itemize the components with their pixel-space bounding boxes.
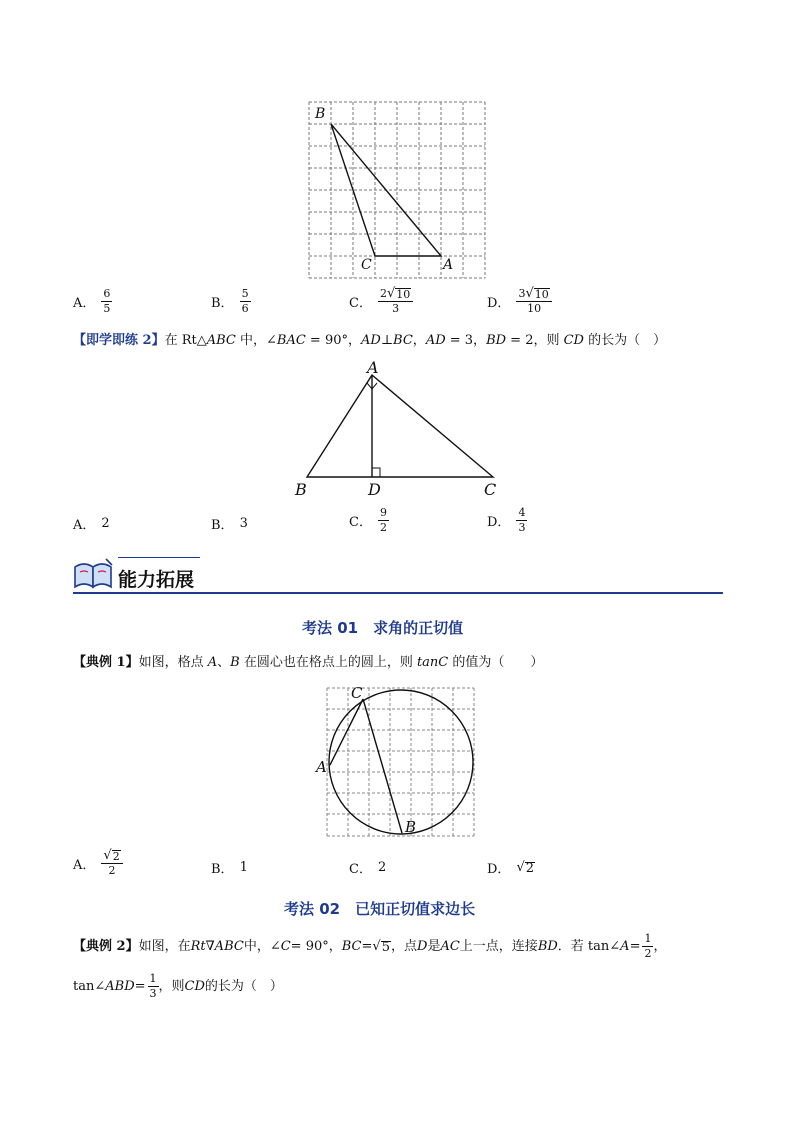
- text: 如图，格点: [138, 655, 208, 670]
- label-a: A: [367, 358, 379, 377]
- q2-option-b[interactable]: [211, 514, 248, 533]
- radicand: 2: [112, 850, 120, 863]
- text: ，: [653, 938, 667, 954]
- circle: [329, 690, 473, 834]
- label-b: B: [295, 480, 307, 499]
- var: A: [620, 938, 630, 954]
- numerator: 6: [103, 287, 111, 300]
- denominator: 10: [527, 302, 542, 315]
- practice-2-question: [73, 333, 666, 349]
- example-2-question-line-2: [73, 973, 283, 1000]
- label-b: B: [405, 818, 417, 836]
- text: 如图，在: [138, 938, 191, 954]
- label-a: A: [443, 257, 454, 273]
- text: ．若 tan∠: [557, 938, 621, 954]
- text: =: [361, 938, 373, 954]
- text: 的长为（ ）: [204, 978, 283, 994]
- coefficient: 3: [518, 287, 526, 300]
- text: 在 Rt△: [164, 333, 207, 348]
- option-value: 2: [377, 860, 387, 875]
- radicand: 10: [396, 288, 411, 301]
- text: ，: [412, 333, 426, 348]
- numerator: 4: [518, 506, 526, 519]
- text: = 90°，: [290, 938, 342, 954]
- label-c: C: [361, 257, 372, 273]
- var: D: [417, 938, 428, 954]
- q2-option-c[interactable]: [349, 507, 389, 534]
- example-tag: 【典例 1】: [73, 655, 139, 670]
- q2-option-d[interactable]: [487, 507, 527, 534]
- q3-option-d[interactable]: [487, 858, 535, 877]
- text: = 3，: [445, 333, 487, 348]
- var: A: [207, 655, 218, 670]
- denominator: 5: [103, 302, 111, 315]
- var: ABC: [206, 333, 236, 348]
- text: 在圆心也在格点上的圆上，则: [239, 655, 417, 670]
- var: BC: [341, 938, 362, 954]
- option-letter: B．: [211, 862, 234, 877]
- var: B: [230, 655, 240, 670]
- section-title: 能力拓展: [118, 569, 195, 591]
- fraction: [101, 850, 122, 877]
- denominator: 3: [149, 987, 157, 1000]
- fraction: [516, 288, 551, 315]
- fraction: [101, 288, 112, 315]
- denominator: 2: [644, 947, 652, 960]
- option-letter: A．: [73, 296, 96, 311]
- option-value: 1: [239, 860, 248, 875]
- section-divider: [73, 592, 723, 594]
- var: ABD: [105, 978, 135, 994]
- sqrt: √ 5: [372, 938, 390, 955]
- label-b: B: [315, 106, 326, 122]
- fraction: [148, 973, 159, 1000]
- var: AD: [425, 333, 446, 348]
- denominator: 3: [518, 521, 526, 534]
- text: 上一点，连接: [459, 938, 538, 954]
- radicand: 10: [534, 288, 549, 301]
- perp-symbol: ⊥: [380, 333, 394, 348]
- q1-option-b[interactable]: [211, 288, 251, 315]
- numerator: [101, 850, 122, 864]
- text: 的值为（ ）: [448, 655, 544, 670]
- denominator: 6: [241, 302, 249, 315]
- right-angle-mark-d: [372, 468, 380, 477]
- numerator: 5: [241, 287, 249, 300]
- text: =: [629, 938, 641, 954]
- numerator: [378, 288, 413, 302]
- text: 中，∠: [235, 333, 277, 348]
- text: ，点: [390, 938, 417, 954]
- numerator: 1: [149, 972, 157, 985]
- text: = 90°，: [305, 333, 361, 348]
- radicand: 5: [381, 939, 390, 955]
- option-value: 3: [239, 516, 248, 531]
- var: BD: [537, 938, 558, 954]
- option-letter: B．: [211, 518, 234, 533]
- method-2-title: 考法 02 已知正切值求边长: [284, 900, 476, 918]
- text: =: [134, 978, 146, 994]
- var: AC: [440, 938, 460, 954]
- sqrt: √ 10: [525, 286, 549, 301]
- q1-option-c[interactable]: [349, 288, 413, 315]
- text: tan∠: [73, 978, 106, 994]
- option-letter: B．: [211, 296, 234, 311]
- text: 是: [427, 938, 441, 954]
- var: BC: [393, 333, 413, 348]
- text: 、: [217, 655, 231, 670]
- numerator: 1: [644, 932, 652, 945]
- fraction: [516, 507, 527, 534]
- option-value: 2: [101, 516, 110, 531]
- text: 中，∠: [243, 938, 281, 954]
- numerator: 9: [379, 506, 387, 519]
- var: CD: [563, 333, 584, 348]
- text: = 2，则: [506, 333, 564, 348]
- q1-option-a[interactable]: [73, 288, 112, 315]
- method-1-title: 考法 01 求角的正切值: [302, 619, 464, 637]
- var: C: [280, 938, 291, 954]
- example-tag: 【典例 2】: [73, 938, 139, 954]
- var: BAC: [276, 333, 306, 348]
- fraction: [378, 507, 389, 534]
- fraction: [240, 288, 251, 315]
- denominator: 2: [108, 864, 116, 877]
- var: BD: [486, 333, 507, 348]
- option-letter: C．: [349, 862, 372, 877]
- section-title-underline: [118, 557, 200, 558]
- var: tanC: [416, 655, 449, 670]
- text: 的长为（ ）: [583, 333, 667, 348]
- var: Rt∇ABC: [190, 938, 244, 954]
- option-letter: D．: [487, 296, 511, 311]
- option-letter: A．: [73, 518, 96, 533]
- example-1-question: [73, 655, 543, 671]
- option-letter: D．: [487, 862, 511, 877]
- label-d: D: [368, 480, 381, 499]
- q2-option-a[interactable]: [73, 514, 110, 533]
- q3-option-b[interactable]: [211, 858, 248, 877]
- right-triangle-altitude-figure: [300, 365, 500, 480]
- var: CD: [184, 978, 205, 994]
- label-c: C: [484, 480, 497, 499]
- triangle-abc: [307, 375, 493, 477]
- label-c: C: [351, 684, 363, 702]
- label-a: A: [316, 758, 327, 776]
- q3-option-c[interactable]: [349, 858, 386, 877]
- numerator: [516, 288, 551, 302]
- var: AD: [361, 333, 381, 348]
- practice-tag: 【即学即练 2】: [73, 333, 165, 348]
- grid-triangle-figure: [300, 98, 490, 283]
- option-letter: C．: [349, 515, 372, 530]
- q3-option-a[interactable]: [73, 850, 123, 877]
- sqrt: √ 2: [103, 848, 120, 863]
- coefficient: 2: [379, 287, 387, 300]
- option-letter: C．: [349, 296, 372, 311]
- sqrt: √ 2: [516, 859, 535, 876]
- option-letter: D．: [487, 515, 511, 530]
- denominator: 2: [379, 521, 387, 534]
- sqrt: √ 10: [386, 286, 411, 301]
- fraction: [378, 288, 413, 315]
- circle-grid-figure: [322, 685, 480, 840]
- radicand: 2: [525, 860, 535, 876]
- denominator: 3: [392, 302, 400, 315]
- option-letter: A．: [73, 858, 96, 873]
- example-2-question-line-1: [73, 933, 666, 960]
- book-icon: [72, 557, 114, 591]
- q1-option-d[interactable]: [487, 288, 552, 315]
- fraction: [642, 933, 653, 960]
- text: ，则: [158, 978, 185, 994]
